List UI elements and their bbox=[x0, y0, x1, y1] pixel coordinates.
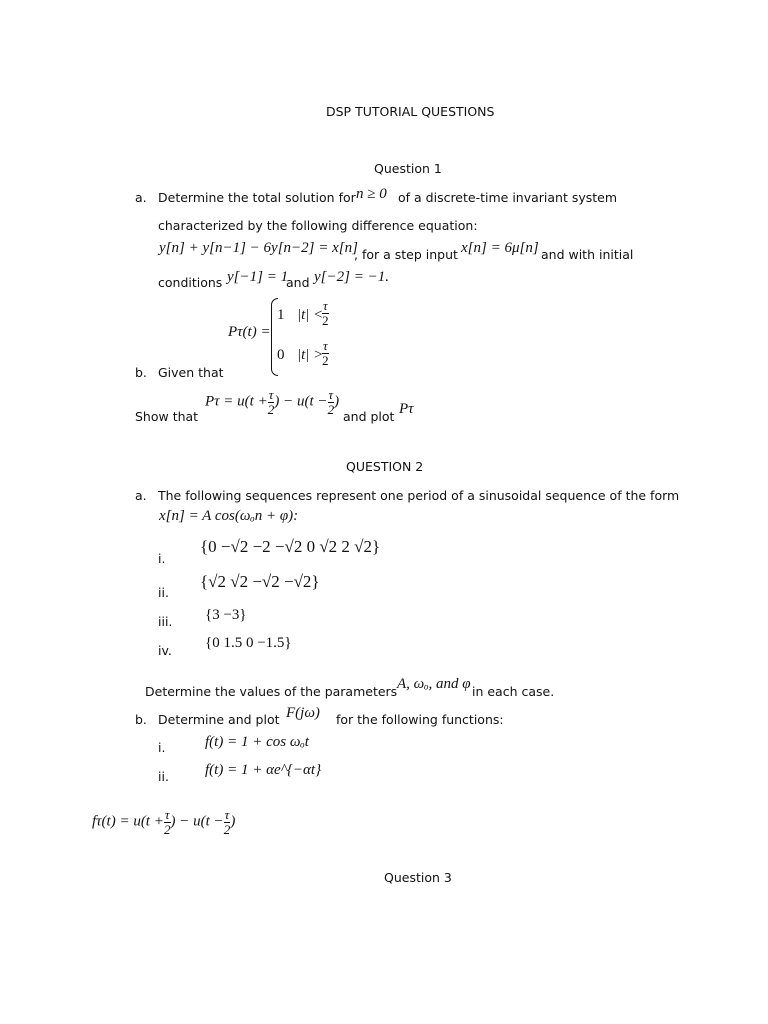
seq-marker-i: i. bbox=[158, 551, 166, 566]
plot-label: and plot bbox=[343, 409, 395, 424]
f-tau-end: ) bbox=[230, 813, 236, 830]
initial-condition-1: y[−1] = 1 bbox=[227, 269, 289, 285]
func-marker-ii: ii. bbox=[158, 769, 169, 784]
q2-a-marker: a. bbox=[135, 488, 147, 503]
piecewise-case1-fraction bbox=[322, 299, 329, 327]
piecewise-case2-condition: |t| > bbox=[297, 347, 324, 363]
seq-marker-ii: ii. bbox=[158, 585, 169, 600]
q1-b-text: Given that bbox=[158, 365, 224, 380]
q1-a-condition: n ≥ 0 bbox=[356, 186, 387, 202]
show-equation bbox=[205, 388, 339, 416]
piecewise-lhs: Pτ(t) = bbox=[228, 324, 271, 340]
sinusoid-form: x[n] = A cos(ωₒn + φ): bbox=[159, 508, 299, 524]
fourier-symbol: F(jω) bbox=[286, 705, 320, 721]
fraction-numerator: τ bbox=[224, 807, 230, 822]
sequence-ii: {√2 √2 −√2 −√2} bbox=[200, 572, 320, 591]
show-equation-mid: ) − u(t − bbox=[274, 393, 328, 410]
q1-a-text-line2: characterized by the following difference equation: bbox=[158, 218, 478, 233]
show-equation-lhs: Pτ = u(t + bbox=[205, 393, 268, 410]
fraction-denominator: 2 bbox=[223, 821, 231, 837]
show-equation-end: ) bbox=[334, 393, 340, 410]
sequence-i: {0 −√2 −2 −√2 0 √2 2 √2} bbox=[200, 537, 381, 556]
show-that-label: Show that bbox=[135, 409, 199, 424]
fraction-numerator: τ bbox=[323, 338, 328, 353]
q2-b-text: Determine and plot bbox=[158, 712, 280, 727]
fraction-numerator: τ bbox=[164, 807, 170, 822]
question-1-heading: Question 1 bbox=[374, 161, 442, 176]
fraction-denominator: 2 bbox=[327, 401, 335, 417]
fraction-numerator: τ bbox=[268, 387, 274, 402]
fraction-denominator: 2 bbox=[322, 352, 329, 368]
seq-marker-iii: iii. bbox=[158, 614, 173, 629]
page-title: DSP TUTORIAL QUESTIONS bbox=[326, 104, 495, 119]
question-3-heading: Question 3 bbox=[384, 870, 452, 885]
q2-b-text-cont: for the following functions: bbox=[336, 712, 504, 727]
q1-a-text-line3: , for a step input bbox=[354, 247, 458, 262]
fraction-denominator: 2 bbox=[267, 401, 275, 417]
fraction-numerator: τ bbox=[323, 298, 328, 313]
fraction-denominator: 2 bbox=[322, 312, 329, 328]
q1-a-text: Determine the total solution for bbox=[158, 190, 356, 205]
seq-marker-iv: iv. bbox=[158, 643, 172, 658]
q1-a-and: and bbox=[286, 275, 310, 290]
f-tau-lhs: fτ(t) = u(t + bbox=[92, 813, 164, 830]
q2-a-text: The following sequences represent one period of a sinusoidal sequence of the form bbox=[158, 488, 680, 503]
initial-condition-2: y[−2] = −1. bbox=[314, 269, 389, 285]
f-tau-mid: ) − u(t − bbox=[170, 813, 224, 830]
piecewise-case2-fraction bbox=[322, 339, 329, 367]
fraction-denominator: 2 bbox=[163, 821, 171, 837]
determine-parameters-text-cont: in each case. bbox=[472, 684, 555, 699]
sequence-iv: {0 1.5 0 −1.5} bbox=[205, 635, 292, 651]
f-tau-equation bbox=[92, 808, 235, 836]
step-input-equation: x[n] = 6μ[n] bbox=[461, 240, 539, 256]
fraction-numerator: τ bbox=[328, 387, 334, 402]
q1-a-marker: a. bbox=[135, 190, 147, 205]
piecewise-case2-value: 0 bbox=[277, 347, 285, 363]
piecewise-case1-condition: |t| < bbox=[297, 307, 324, 323]
func-marker-i: i. bbox=[158, 740, 166, 755]
difference-equation: y[n] + y[n−1] − 6y[n−2] = x[n] bbox=[159, 240, 358, 256]
parameters-symbols: A, ωₒ, and φ bbox=[397, 676, 471, 692]
q1-a-conditions-label: conditions bbox=[158, 275, 223, 290]
function-ii: f(t) = 1 + αe^{−αt} bbox=[205, 762, 322, 778]
q1-b-marker: b. bbox=[135, 365, 147, 380]
plot-symbol: Pτ bbox=[399, 401, 414, 417]
q1-a-text-cont: of a discrete-time invariant system bbox=[398, 190, 618, 205]
question-2-heading: QUESTION 2 bbox=[346, 459, 424, 474]
sequence-iii: {3 −3} bbox=[205, 607, 247, 623]
q1-a-text-line3-cont: and with initial bbox=[541, 247, 634, 262]
q2-b-marker: b. bbox=[135, 712, 147, 727]
piecewise-case1-value: 1 bbox=[277, 307, 285, 323]
determine-parameters-text: Determine the values of the parameters bbox=[145, 684, 398, 699]
function-i: f(t) = 1 + cos ωₒt bbox=[205, 734, 309, 750]
